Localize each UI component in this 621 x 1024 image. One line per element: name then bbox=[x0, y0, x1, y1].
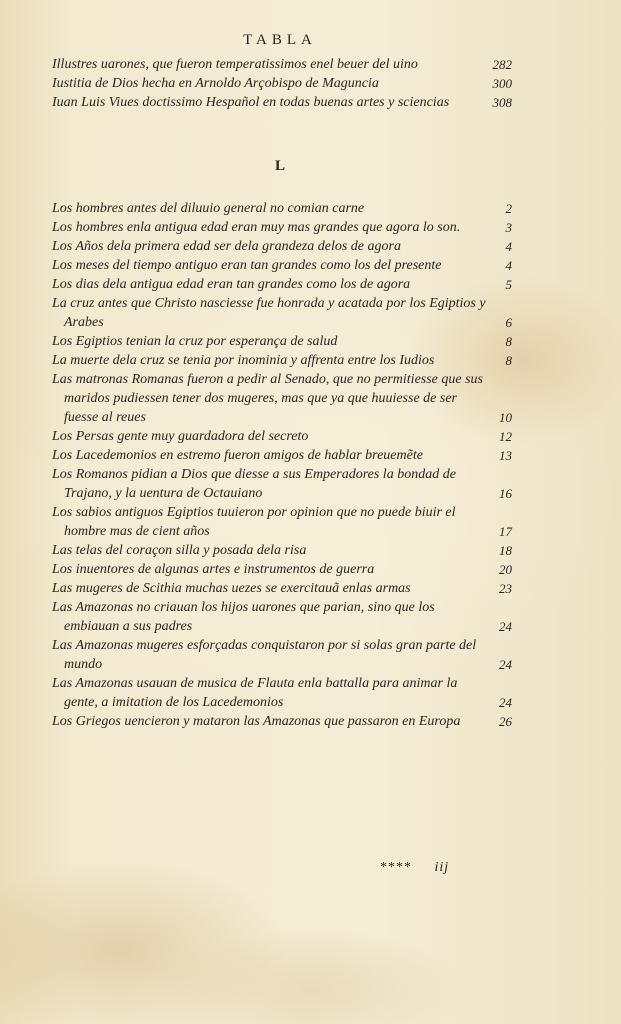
entry-page-number: 4 bbox=[505, 258, 512, 273]
entry-text: Los Egiptios tenian la cruz por esperança de salud bbox=[52, 334, 338, 349]
entry-text: La cruz antes que Christo nasciesse fue honrada y acatada por los Egiptios y Arabes bbox=[52, 296, 486, 330]
entry-page-number: 2 bbox=[505, 201, 512, 216]
entry-text: Las matronas Romanas fueron a pedir al Senado, que no permitiesse que sus maridos pudiessen tener dos mugeres, mas que ya que huuiesse de ser fuesse al reues bbox=[52, 372, 483, 425]
index-entry bbox=[52, 712, 512, 731]
entry-page-number: 308 bbox=[492, 95, 512, 110]
index-entry bbox=[52, 446, 512, 465]
index-entry bbox=[52, 275, 512, 294]
entry-text: Los hombres antes del diluuio general no comian carne bbox=[52, 201, 365, 216]
index-entry bbox=[52, 237, 512, 256]
entry-page-number: 4 bbox=[505, 239, 512, 254]
entry-text: Los Persas gente muy guardadora del secreto bbox=[52, 429, 309, 444]
index-entry bbox=[52, 636, 512, 674]
page-footer bbox=[380, 860, 449, 876]
index-entry bbox=[52, 93, 512, 112]
entry-text: Los Griegos uencieron y mataron las Amazonas que passaron en Europa bbox=[52, 714, 461, 729]
index-entry bbox=[52, 541, 512, 560]
entry-page-number: 282 bbox=[492, 57, 512, 72]
entry-text: Los meses del tiempo antiguo eran tan grandes como los del presente bbox=[52, 258, 442, 273]
index-entry bbox=[52, 332, 512, 351]
index-list-top bbox=[52, 55, 512, 112]
entry-text: Las telas del coraçon silla y posada dela risa bbox=[52, 543, 307, 558]
entry-text: Los hombres enla antigua edad eran muy mas grandes que agora lo son. bbox=[52, 220, 461, 235]
entry-page-number: 24 bbox=[499, 619, 512, 634]
index-entry bbox=[52, 674, 512, 712]
entry-text: Los Años dela primera edad ser dela grandeza delos de agora bbox=[52, 239, 401, 254]
index-entry bbox=[52, 465, 512, 503]
section-letter: L bbox=[274, 158, 285, 174]
index-entry bbox=[52, 598, 512, 636]
entry-text: La muerte dela cruz se tenia por inominia y affrenta entre los Iudios bbox=[52, 353, 435, 368]
index-entry bbox=[52, 199, 512, 218]
entry-text: Los inuentores de algunas artes e instrumentos de guerra bbox=[52, 562, 375, 577]
entry-page-number: 3 bbox=[505, 220, 512, 235]
entry-text: Iuan Luis Viues doctissimo Hespañol en todas buenas artes y sciencias bbox=[52, 95, 450, 110]
entry-page-number: 18 bbox=[499, 543, 512, 558]
signature-stars: **** bbox=[380, 860, 412, 875]
entry-text: Los sabios antiguos Egiptios tuuieron por opinion que no puede biuir el hombre mas de cient años bbox=[52, 505, 456, 539]
entry-text: Las Amazonas mugeres esforçadas conquistaron por si solas gran parte del mundo bbox=[52, 638, 477, 672]
entry-text: Los Lacedemonios en estremo fueron amigos de hablar breuemẽte bbox=[52, 448, 423, 463]
entry-page-number: 24 bbox=[499, 695, 512, 710]
entry-page-number: 300 bbox=[492, 76, 512, 91]
entry-text: Los Romanos pidian a Dios que diesse a sus Emperadores la bondad de Trajano, y la uentura de Octauiano bbox=[52, 467, 456, 501]
entry-page-number: 26 bbox=[499, 714, 512, 729]
index-entry bbox=[52, 74, 512, 93]
index-entry bbox=[52, 55, 512, 74]
entry-page-number: 23 bbox=[499, 581, 512, 596]
index-entry bbox=[52, 560, 512, 579]
entry-text: Illustres uarones, que fueron temperatissimos enel beuer del uino bbox=[52, 57, 418, 72]
entry-text: Iustitia de Dios hecha en Arnoldo Arçobispo de Maguncia bbox=[52, 76, 379, 91]
entry-text: Las mugeres de Scithia muchas uezes se exercitauã enlas armas bbox=[52, 581, 411, 596]
entry-text: Las Amazonas no criauan los hijos uarones que parian, sino que los embiauan a sus padres bbox=[52, 600, 435, 634]
index-entry bbox=[52, 351, 512, 370]
index-entry bbox=[52, 256, 512, 275]
entry-text: Las Amazonas usauan de musica de Flauta enla battalla para animar la gente, a imitation de los Lacedemonios bbox=[52, 676, 458, 710]
entry-page-number: 24 bbox=[499, 657, 512, 672]
index-entry bbox=[52, 579, 512, 598]
entry-page-number: 20 bbox=[499, 562, 512, 577]
entry-page-number: 17 bbox=[499, 524, 512, 539]
signature-mark: iij bbox=[434, 860, 450, 875]
index-entry bbox=[52, 218, 512, 237]
page-heading: TABLA bbox=[243, 32, 317, 48]
entry-page-number: 8 bbox=[505, 353, 512, 368]
entry-page-number: 10 bbox=[499, 410, 512, 425]
index-entry bbox=[52, 427, 512, 446]
entry-page-number: 8 bbox=[505, 334, 512, 349]
index-entry bbox=[52, 294, 512, 332]
entry-page-number: 12 bbox=[499, 429, 512, 444]
entry-page-number: 13 bbox=[499, 448, 512, 463]
index-entry bbox=[52, 370, 512, 427]
entry-text: Los dias dela antigua edad eran tan grandes como los de agora bbox=[52, 277, 411, 292]
entry-page-number: 5 bbox=[505, 277, 512, 292]
index-entry bbox=[52, 503, 512, 541]
entry-page-number: 6 bbox=[505, 315, 512, 330]
entry-page-number: 16 bbox=[499, 486, 512, 501]
index-list-main bbox=[52, 199, 512, 731]
